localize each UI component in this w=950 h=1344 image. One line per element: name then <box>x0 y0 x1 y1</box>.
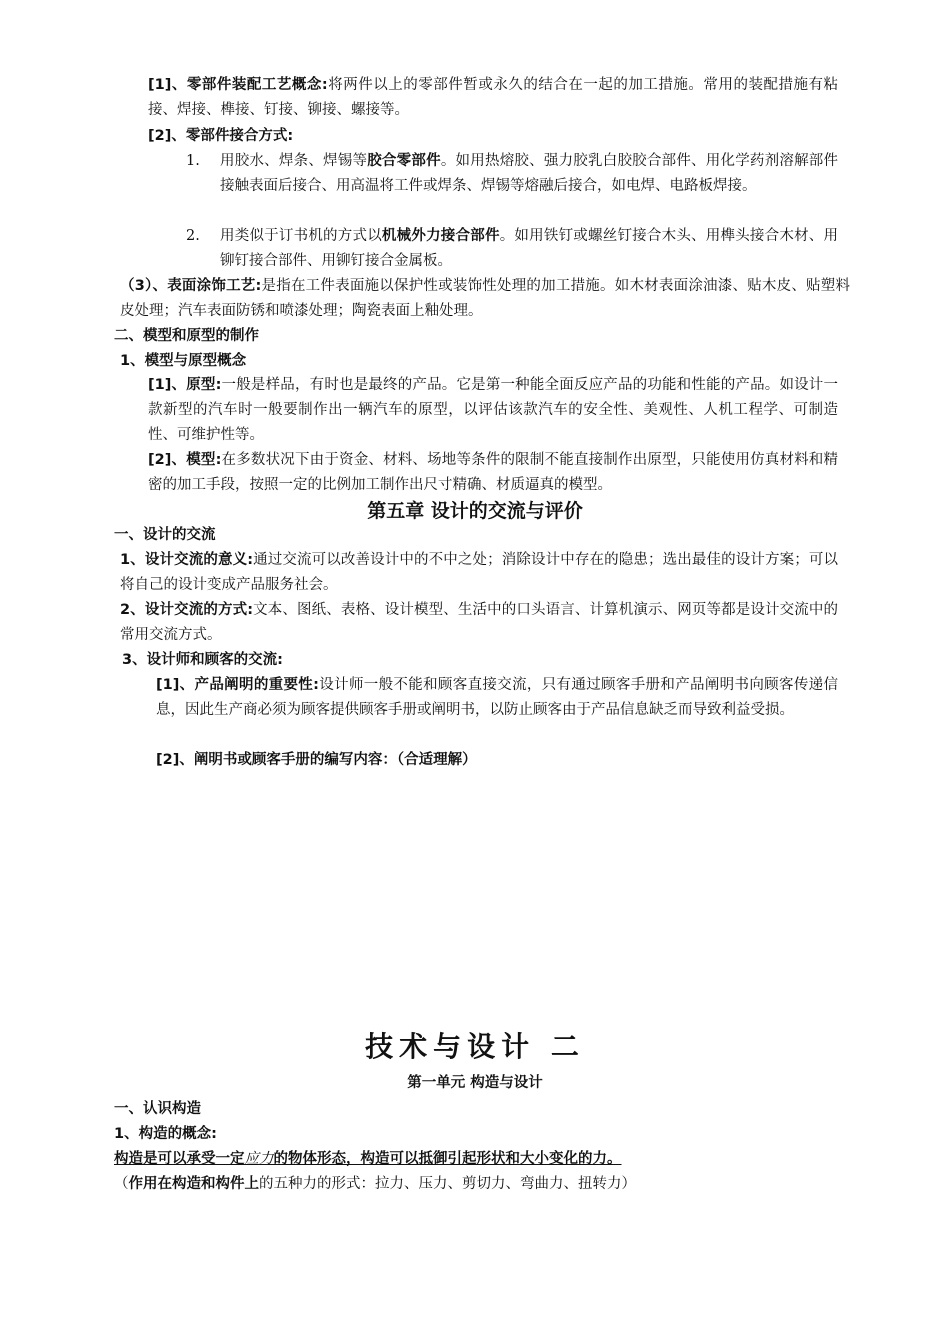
forces-open-paren: （ <box>114 1176 129 1192</box>
assembly-concept-text: 将两件以上的零部件暂或永久的结合在一起的加工措施。常用的装配措施有粘接、焊接、榫接、钉接、铆接、螺接等。 <box>148 77 838 118</box>
prototype-label: [1]、原型: <box>148 377 222 393</box>
forces-text: 的五种力的形式：拉力、压力、剪切力、弯曲力、扭转力） <box>259 1176 636 1192</box>
forces-paragraph <box>114 1172 854 1197</box>
list-item-pre: 用胶水、焊条、焊锡等 <box>220 153 368 169</box>
ways-label: 2、设计交流的方式: <box>120 602 254 618</box>
list-item-number: 2. <box>186 228 200 244</box>
communication-heading: 一、设计的交流 <box>114 527 216 543</box>
list-item-bold: 机械外力接合部件 <box>381 228 500 244</box>
surface-finish-paragraph <box>120 274 850 324</box>
assembly-concept-paragraph <box>148 73 838 123</box>
structure-heading: 一、认识构造 <box>114 1101 201 1117</box>
ways-text: 文本、图纸、表格、设计模型、生活中的口头语言、计算机演示、网页等都是设计交流中的常用交流方式。 <box>120 602 838 643</box>
list-item <box>186 149 838 199</box>
definition-part-c: 的物体形态，构造可以抵御引起形状和大小变化的力。 <box>273 1151 622 1167</box>
list-item-bold: 胶合零部件 <box>367 153 441 169</box>
prototype-text: 一般是样品，有时也是最终的产品。它是第一种能全面反应产品的功能和性能的产品。如设计一款新型的汽车时一般要制作出一辆汽车的原型，以评估该款汽车的安全性、美观性、人机工程学、可制造性、可维护性等。 <box>148 377 838 443</box>
chapter-five-title: 第五章 设计的交流与评价 <box>367 500 583 522</box>
manual-importance-paragraph <box>156 673 838 723</box>
surface-finish-text: 是指在工件表面施以保护性或装饰性处理的加工措施。如木材表面涂油漆、贴木皮、贴塑料皮处理；汽车表面防锈和喷漆处理；陶瓷表面上釉处理。 <box>120 278 850 319</box>
joining-methods-heading: [2]、零部件接合方式: <box>148 128 294 144</box>
unit-one-title: 第一单元 构造与设计 <box>407 1075 543 1091</box>
part-two-title: 技术与设计 二 <box>365 1030 585 1063</box>
definition-part-a: 构造是可以承受一定 <box>114 1151 245 1167</box>
meaning-text: 通过交流可以改善设计中的不中之处；消除设计中存在的隐患；选出最佳的设计方案；可以将自己的设计变成产品服务社会。 <box>120 552 838 593</box>
meaning-paragraph <box>120 548 838 598</box>
list-item-post: 。如用热熔胶、强力胶乳白胶胶合部件、用化学药剂溶解部件接触表面后接合、用高温将工件或焊条、焊锡等熔融后接合，如电焊、电路板焊接。 <box>220 153 839 194</box>
list-item-number: 1. <box>186 153 200 169</box>
manual-importance-label: [1]、产品阐明的重要性: <box>156 677 319 693</box>
manual-importance-text: 设计师一般不能和顾客直接交流，只有通过顾客手册和产品阐明书向顾客传递信息，因此生产商必须为顾客提供顾客手册或阐明书，以防止顾客由于产品信息缺乏而导致利益受损。 <box>156 677 838 718</box>
prototype-paragraph <box>148 373 838 448</box>
list-item-pre: 用类似于订书机的方式以 <box>220 228 382 244</box>
structure-definition <box>114 1147 854 1172</box>
models-heading: 二、模型和原型的制作 <box>114 328 259 344</box>
model-text: 在多数状况下由于资金、材料、场地等条件的限制不能直接制作出原型，只能使用仿真材料和精密的加工手段，按照一定的比例加工制作出尺寸精确、材质逼真的模型。 <box>148 452 838 493</box>
manual-writing-heading: [2]、阐明书或顾客手册的编写内容：（合适理解） <box>156 752 477 768</box>
model-paragraph <box>148 448 838 498</box>
meaning-label: 1、设计交流的意义: <box>120 552 254 568</box>
customer-heading: 3、设计师和顾客的交流: <box>122 652 283 668</box>
list-item <box>186 224 838 274</box>
surface-finish-label: （3）、表面涂饰工艺: <box>120 278 262 294</box>
ways-paragraph <box>120 598 838 648</box>
structure-concept-label: 1、构造的概念: <box>114 1126 217 1142</box>
model-label: [2]、模型: <box>148 452 222 468</box>
models-sub-heading: 1、模型与原型概念 <box>120 353 247 369</box>
definition-stress: 应力 <box>244 1151 274 1167</box>
assembly-concept-label: [1]、零部件装配工艺概念: <box>148 77 328 93</box>
forces-bold: 作用在构造和构件上 <box>128 1176 259 1192</box>
list-item-post: 。如用铁钉或螺丝钉接合木头、用榫头接合木材、用铆钉接合部件、用铆钉接合金属板。 <box>220 228 839 269</box>
